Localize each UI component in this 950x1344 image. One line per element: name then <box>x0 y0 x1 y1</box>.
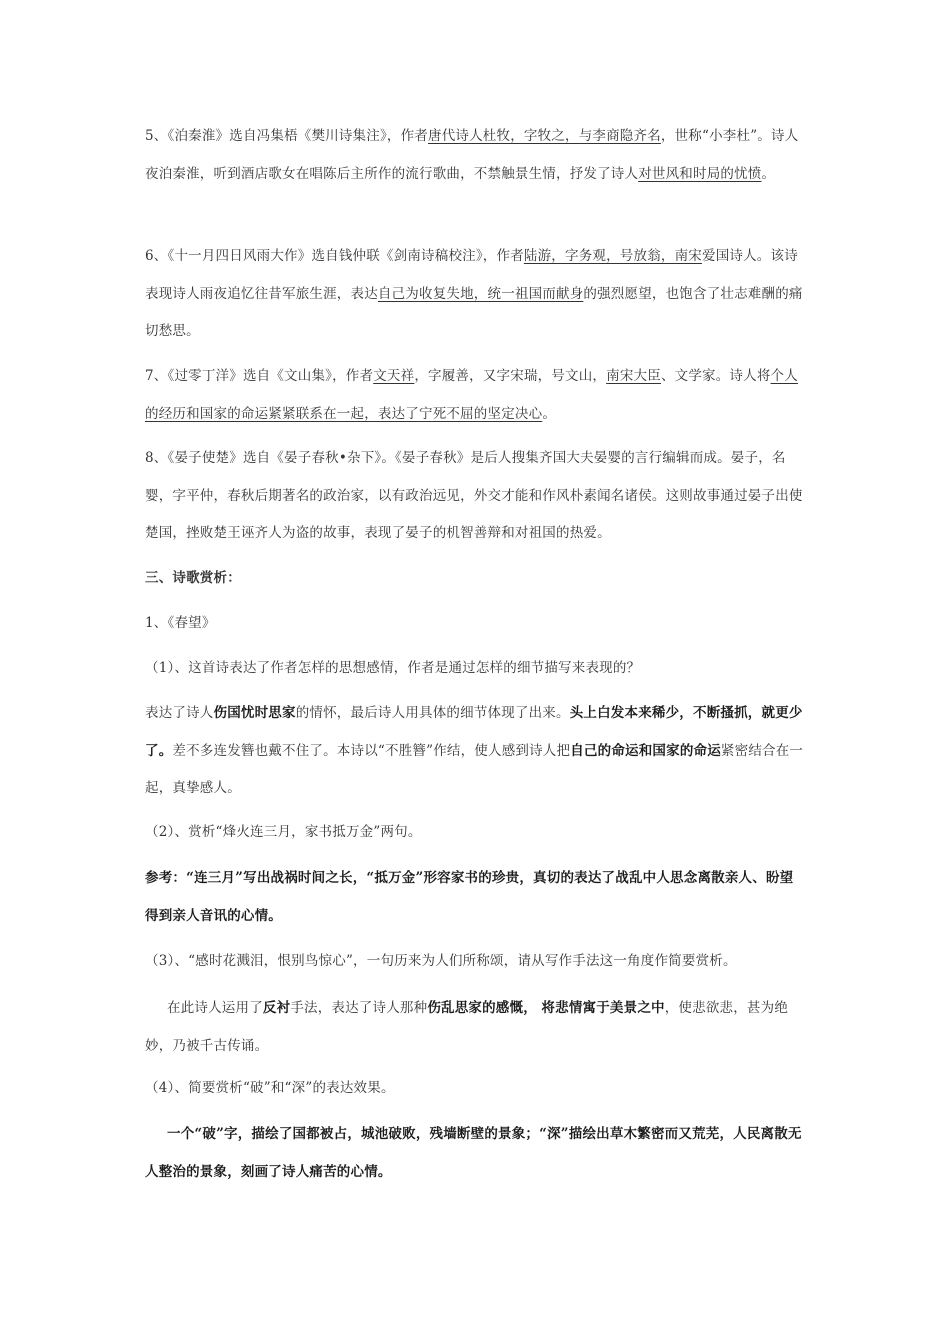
text: 的强烈愿望，也饱含了壮志难酬的痛切愁思。 <box>145 285 803 339</box>
text: 5、《泊秦淮》选自冯集梧《樊川诗集注》，作者 <box>145 128 428 144</box>
underlined-text: 文天祥 <box>373 368 415 384</box>
text: 的情怀，最后诗人用具体的细节体现了出来。 <box>295 705 570 721</box>
question-3: （3）、“感时花溅泪，恨别鸟惊心”，一句历来为人们所称颂，请从写作手法这一角度作简要赏析。 <box>145 953 737 969</box>
answer-2: 参考：“连三月”写出战祸时间之长，“抵万金”形容家书的珍贵，真切的表达了战乱中人思念离散亲人、盼望得到亲人音讯的心情。 <box>145 870 794 924</box>
underlined-text: 对世风和时局的忧愤 <box>638 165 762 182</box>
question-2: （2）、赏析“烽火连三月，家书抵万金”两句。 <box>145 824 422 840</box>
question-4: （4）、简要赏析“破”和“深”的表达效果。 <box>145 1080 395 1096</box>
item-7-paragraph <box>145 358 807 433</box>
bold-text: 自己的命运和国家的命运 <box>570 742 721 759</box>
underlined-text: 唐代诗人杜牧，字牧之，与李商隐齐名 <box>428 128 661 144</box>
bold-text: 反衬 <box>262 1000 291 1016</box>
question-1: （1）、这首诗表达了作者怎样的思想感情，作者是通过怎样的细节描写来表现的？ <box>145 660 641 676</box>
text: 。 <box>542 405 557 422</box>
text: 6、《十一月四日风雨大作》选自钱仲联《剑南诗稿校注》，作者 <box>145 248 524 264</box>
answer-3 <box>145 990 807 1065</box>
underlined-text: 个人的经历和国家的命运紧紧联系在一起，表达了宁死不屈的坚定决心 <box>145 368 798 422</box>
text: 差不多连发簪也戴不住了。本诗以“不胜簪”作结，使人感到诗人把 <box>172 742 571 759</box>
item-8-paragraph: 8、《晏子使楚》选自《晏子春秋•杂下》。《晏子春秋》是后人搜集齐国大夫晏婴的言行编辑而成。晏子，名婴，字平仲，春秋后期著名的政治家，以有政治远见，外交才能和作风朴素闻名诸侯。这则故事通过晏子出使楚国，挫败楚王诬齐人为盗的故事，表现了晏子的机智善辩和对祖国的热爱。 <box>145 450 803 541</box>
answer-4: 一个“破”字，描绘了国都被占，城池破败，残墙断壁的景象；“深”描绘出草木繁密而又荒芜，人民离散无人整治的景象，刻画了诗人痛苦的心情。 <box>145 1126 802 1180</box>
bold-text: 头上白发本来稀少，不断搔抓，就更少了。 <box>145 705 803 759</box>
bold-text: 伤国忧时思家 <box>213 705 296 721</box>
text: 手法，表达了诗人那种 <box>290 1000 428 1016</box>
text: 表达了诗人 <box>145 705 214 721</box>
text: ，使悲欲悲，甚为绝妙，乃被千古传诵。 <box>145 1000 789 1054</box>
underlined-text: 自己为收复失地，统一祖国而献身 <box>377 285 584 302</box>
answer-1 <box>145 695 807 808</box>
text: 7、《过零丁洋》选自《文山集》，作者 <box>145 368 374 384</box>
text: 、文学家。诗人将 <box>660 368 771 384</box>
text: 紧密结合在一起，真挚感人。 <box>145 742 804 796</box>
poem-title: 1、《春望》 <box>145 615 216 631</box>
bold-text: 伤乱思家的感慨， <box>427 1000 537 1016</box>
item-6-paragraph <box>145 238 807 351</box>
text: ，世称“小李杜”。诗人夜泊秦淮，听到酒店歌女在唱陈后主所作的流行歌曲，不禁触景生情，抒发了诗人 <box>145 128 799 182</box>
text: ，字履善，又字宋瑞，号文山， <box>414 368 607 384</box>
underlined-text: 南宋大臣 <box>606 368 661 384</box>
item-5-paragraph <box>145 118 807 193</box>
bold-text: 将悲情寓于美景之中 <box>541 1000 665 1016</box>
section-title: 三、诗歌赏析： <box>145 570 241 586</box>
text: 在此诗人运用了 <box>167 1000 263 1016</box>
underlined-text: 陆游，字务观，号放翁，南宋 <box>523 248 702 264</box>
text: 。 <box>761 165 776 182</box>
text: 爱国诗人。该诗表现诗人雨夜追忆往昔军旅生涯，表达 <box>145 248 798 302</box>
